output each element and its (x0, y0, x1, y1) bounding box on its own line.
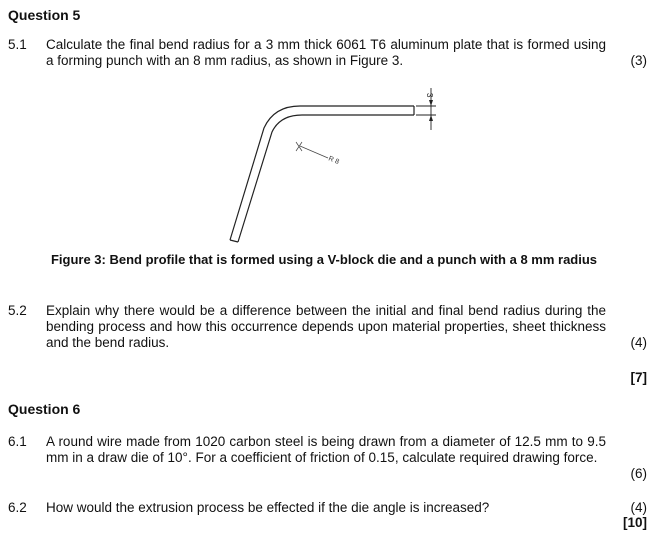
question-5-2-number: 5.2 (8, 303, 27, 318)
question-5-total: [7] (630, 370, 647, 385)
question-6-2-marks: (4) (630, 500, 647, 515)
thickness-label: 3 (425, 93, 434, 98)
bend-profile-figure (222, 84, 442, 244)
question-6-2-text: How would the extrusion process be effected if the die angle is increased? (46, 500, 490, 515)
radius-dimension (296, 142, 328, 158)
question-5-2-marks: (4) (630, 335, 647, 350)
question-6-1-text: A round wire made from 1020 carbon steel is being drawn from a diameter of 12.5 mm to 9.5 mm in a draw die of 10°. For a coefficient of friction of 0.15, calculate required drawing force. (46, 434, 606, 465)
bent-plate-outline (230, 106, 414, 242)
question-5-2-text: Explain why there would be a difference between the initial and final bend radius during the bending process and how this occurrence depends upon material properties, sheet thickness and the bend radius. (46, 303, 606, 350)
figure-3-caption: Figure 3: Bend profile that is formed using a V-block die and a punch with a 8 mm radius (50, 252, 598, 267)
question-5-1-marks: (3) (630, 53, 647, 68)
question-6-heading: Question 6 (8, 401, 81, 417)
radius-label: R 8 (327, 155, 340, 166)
question-5-1-number: 5.1 (8, 37, 27, 52)
question-5-1-text: Calculate the final bend radius for a 3 mm thick 6061 T6 aluminum plate that is formed using a forming punch with an 8 mm radius, as shown in Figure 3. (46, 37, 606, 68)
question-5-heading: Question 5 (8, 7, 81, 23)
question-6-1-number: 6.1 (8, 434, 27, 449)
question-6-1-marks: (6) (630, 466, 647, 481)
question-6-total: [10] (622, 515, 647, 530)
question-6-2-number: 6.2 (8, 500, 27, 515)
